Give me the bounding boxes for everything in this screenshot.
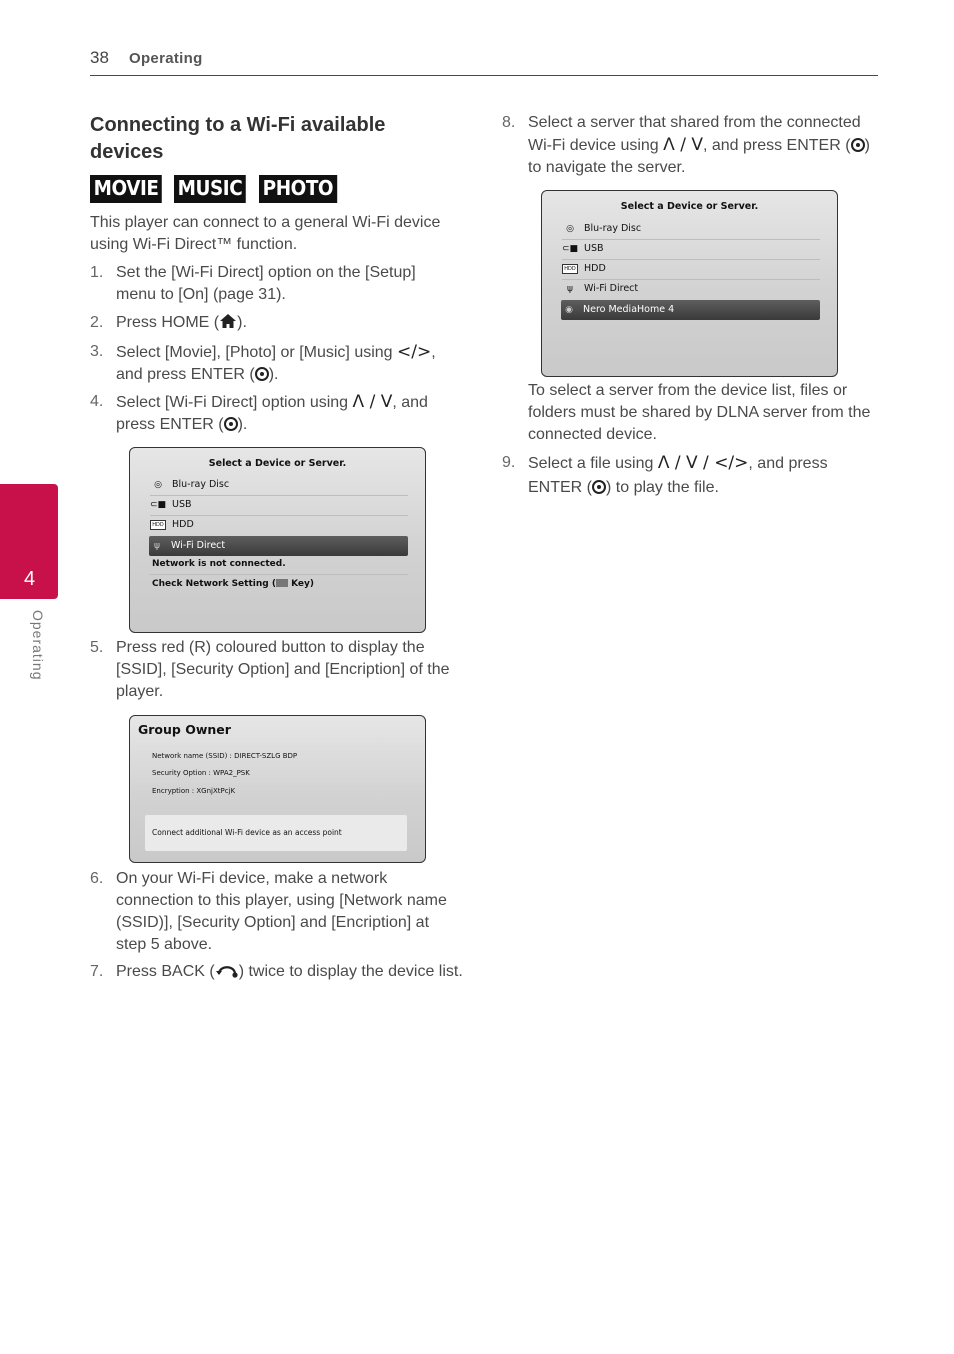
screen-title: Select a Device or Server. <box>208 458 347 469</box>
security-info: Security Option : WPA2_PSK <box>152 769 250 777</box>
up-down-arrows-icon: Λ / V <box>663 135 703 155</box>
menu-label: HDD <box>584 263 606 274</box>
badge-music: MUSIC <box>174 175 246 203</box>
section-title <box>90 112 470 166</box>
disc-icon: ◎ <box>566 224 574 234</box>
step-line: On your Wi-Fi device, make a network <box>116 870 388 887</box>
step-line: player. <box>116 683 164 700</box>
note-line: To select a server from the device list, files or <box>528 382 848 399</box>
step-text: ). <box>268 366 279 383</box>
back-icon <box>215 962 239 978</box>
usb-icon: ⊂■ <box>561 244 579 254</box>
encryption-info: Encryption : XGnjXtPcjK <box>152 787 236 795</box>
usb-icon: ⊂■ <box>149 500 167 510</box>
check-network-hint <box>152 579 314 589</box>
step-number: 6. <box>90 870 104 887</box>
step-text: Select [Movie], [Photo] or [Music] using <box>116 344 398 361</box>
step-text: Press BACK ( <box>116 963 215 980</box>
step-text: Select [Wi-Fi Direct] option using <box>116 394 353 411</box>
note-line: connected device. <box>528 426 657 443</box>
step-line: (SSID)], [Security Option] and [Encription] at <box>116 914 430 931</box>
menu-item-usb <box>562 239 820 259</box>
menu-label: HDD <box>172 519 194 530</box>
menu-label: USB <box>584 243 604 254</box>
menu-label: Blu-ray Disc <box>584 223 642 234</box>
step-line: Set the [Wi-Fi Direct] option on the [Setup] <box>116 264 416 281</box>
menu-item-usb <box>150 495 408 515</box>
menu-item-bluray <box>562 219 820 239</box>
step-number: 9. <box>502 454 516 471</box>
enter-icon <box>851 138 865 152</box>
menu-label: Nero MediaHome 4 <box>583 304 675 315</box>
step-text: press ENTER ( <box>116 416 224 433</box>
page-number: 38 <box>90 48 109 67</box>
connect-access-point-button: Connect additional Wi-Fi device as an access point <box>145 815 407 851</box>
menu-item-bluray <box>150 475 408 495</box>
screenshot-device-list <box>129 447 426 633</box>
step-text: ) to play the file. <box>606 479 719 496</box>
hint-text: Key) <box>287 579 314 589</box>
step-line: [SSID], [Security Option] and [Encription] of the <box>116 661 450 678</box>
badge-photo: PHOTO <box>259 175 337 203</box>
title-line-1: Connecting to a Wi-Fi available <box>90 114 386 136</box>
server-icon: ◉ <box>565 305 573 315</box>
up-down-arrows-icon: Λ / V <box>352 392 393 412</box>
step-text: Press HOME ( <box>116 314 220 331</box>
step-number: 2. <box>90 314 104 331</box>
step-line: to navigate the server. <box>528 159 686 176</box>
menu-label: USB <box>172 499 192 510</box>
step-text: ENTER ( <box>528 479 592 496</box>
chapter-label: Operating <box>30 610 46 681</box>
menu-item-hdd <box>150 515 408 535</box>
step-text: ) <box>864 137 870 154</box>
screenshot-server-list <box>541 190 838 377</box>
step-line: Select a server that shared from the connected <box>528 114 861 131</box>
enter-icon <box>255 367 269 381</box>
header-rule <box>90 75 878 76</box>
chapter-number: 4 <box>24 568 36 590</box>
step-text: ). <box>237 416 248 433</box>
menu-label: Wi-Fi Direct <box>171 540 226 551</box>
menu-item-wifi-direct <box>562 279 820 299</box>
title-line-2: devices <box>90 141 164 163</box>
hdd-icon: HDD <box>150 520 166 530</box>
wifi-antenna-icon: ψ <box>154 541 160 551</box>
divider <box>150 574 408 575</box>
screen-title: Select a Device or Server. <box>620 201 759 212</box>
step-number: 7. <box>90 963 104 980</box>
menu-item-wifi-direct <box>149 536 408 556</box>
intro-line-1: This player can connect to a general Wi-Fi device <box>90 214 441 231</box>
menu-item-hdd <box>562 259 820 279</box>
step-number: 3. <box>90 343 104 360</box>
step-text: , and <box>392 394 428 411</box>
step-number: 5. <box>90 639 104 656</box>
menu-label: Blu-ray Disc <box>172 479 230 490</box>
menu-label: Wi-Fi Direct <box>584 283 639 294</box>
step-number: 8. <box>502 114 516 131</box>
enter-icon <box>224 417 238 431</box>
step-text: , and press <box>748 455 828 472</box>
hint-text: Check Network Setting ( <box>152 579 276 589</box>
menu-item-nero-mediahome <box>561 300 820 320</box>
network-status: Network is not connected. <box>152 559 286 569</box>
step-text: Wi-Fi device using <box>528 137 664 154</box>
server-note <box>528 380 888 446</box>
step-text: Select a file using <box>528 455 658 472</box>
left-right-arrows-icon: </> <box>397 342 432 362</box>
section-name: Operating <box>129 50 203 67</box>
badge-movie: MOVIE <box>90 175 162 203</box>
screen-title: Group Owner <box>138 722 231 737</box>
enter-icon <box>592 480 606 494</box>
intro-line-2: using Wi-Fi Direct™ function. <box>90 236 298 253</box>
remote-key-icon <box>276 579 288 587</box>
ssid-info: Network name (SSID) : DIRECT-SZLG BDP <box>152 752 298 760</box>
note-line: folders must be shared by DLNA server from the <box>528 404 871 421</box>
step-text: and press ENTER ( <box>116 366 255 383</box>
step-number: 4. <box>90 393 104 410</box>
step-text: ). <box>237 314 247 331</box>
step-line: menu to [On] (page 31). <box>116 286 286 303</box>
step-line: step 5 above. <box>116 936 213 953</box>
step-line: Press red (R) coloured button to display the <box>116 639 425 656</box>
step-text: ) twice to display the device list. <box>238 963 463 980</box>
step-line: connection to this player, using [Network name <box>116 892 447 909</box>
home-icon <box>219 313 237 329</box>
intro-text <box>90 212 470 256</box>
step-text: , <box>431 344 436 361</box>
direction-arrows-icon: Λ / V / </> <box>657 453 749 473</box>
disc-icon: ◎ <box>154 480 162 490</box>
wifi-antenna-icon: ψ <box>567 284 573 294</box>
hdd-icon: HDD <box>562 264 578 274</box>
step-text: , and press ENTER ( <box>702 137 851 154</box>
media-badges <box>90 175 343 203</box>
screenshot-group-owner <box>129 715 426 863</box>
step-number: 1. <box>90 264 104 281</box>
